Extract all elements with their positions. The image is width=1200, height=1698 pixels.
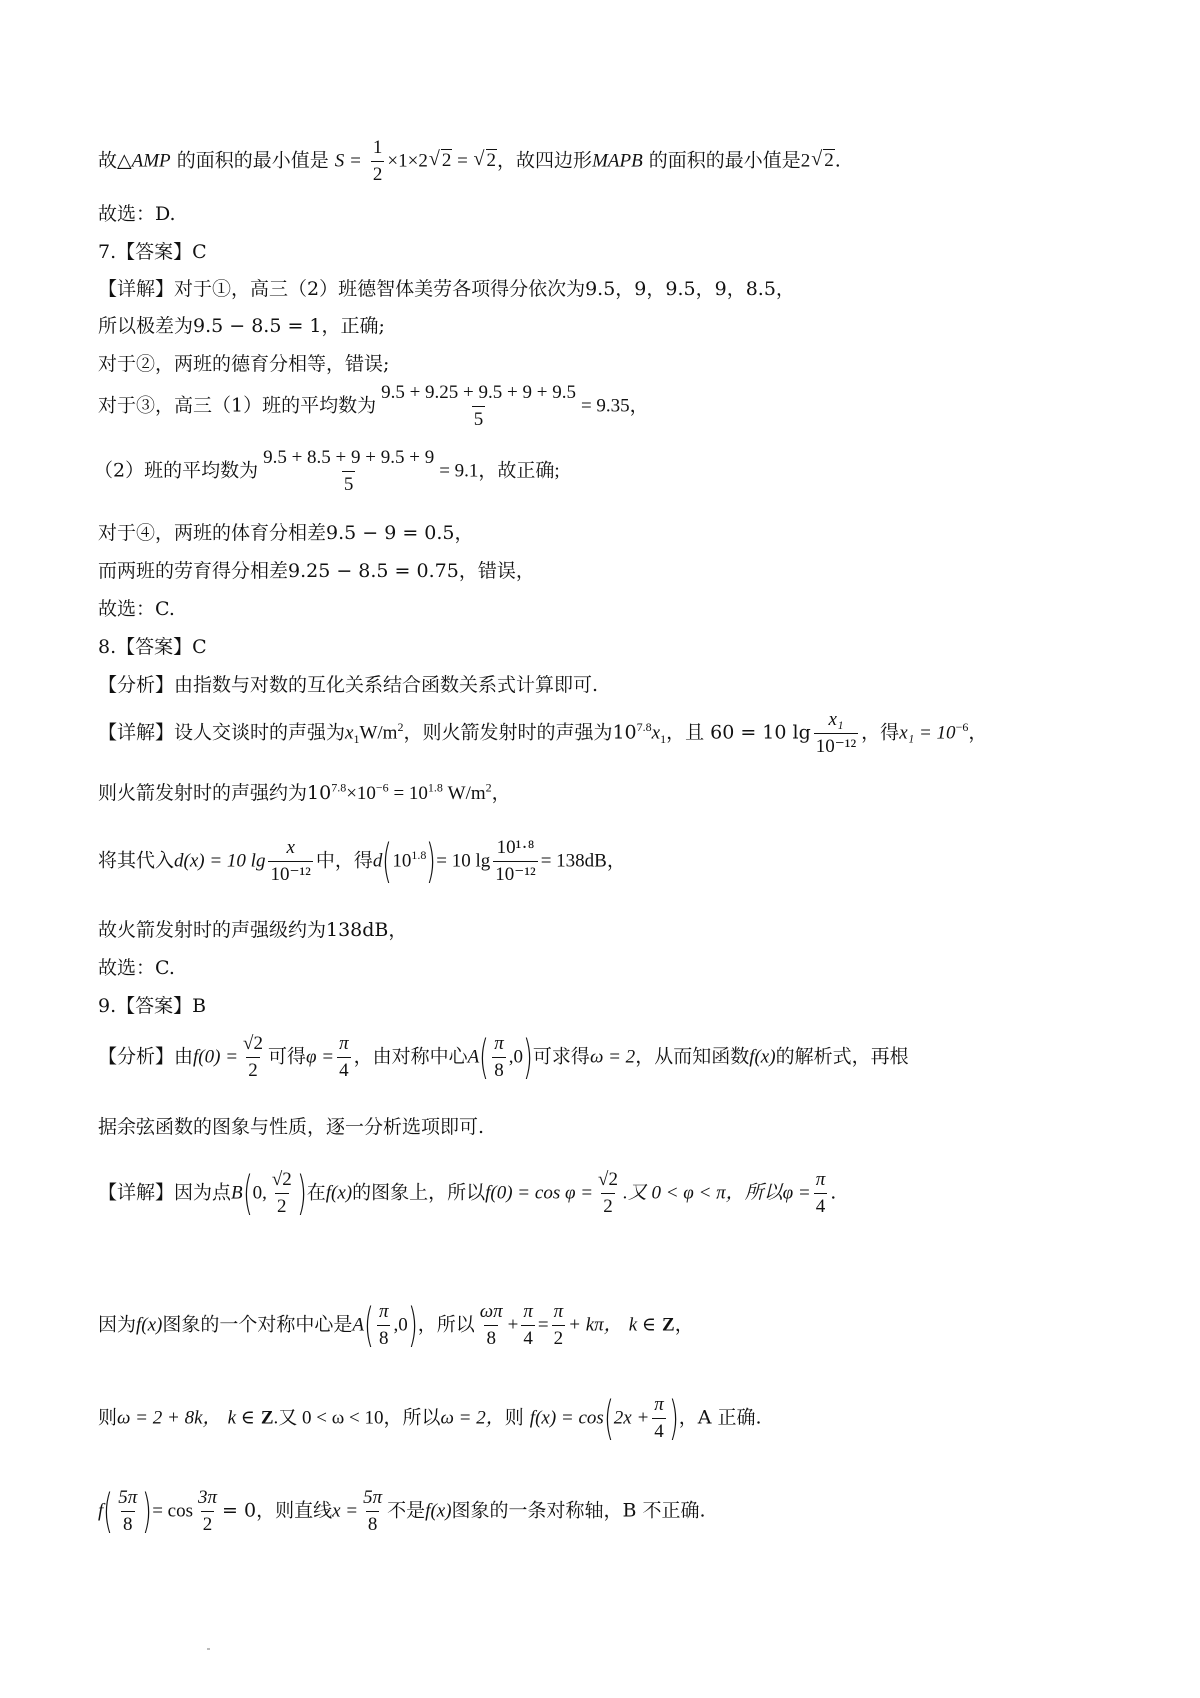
math-set: Z xyxy=(662,1314,675,1336)
math-expr: f(x) = cos xyxy=(529,1407,604,1429)
radicand: 2 xyxy=(824,150,834,172)
math-expr: .又 0 < φ < π，所以 xyxy=(622,1182,783,1204)
text: 图象的一个对称中心是 xyxy=(162,1313,353,1336)
math-expr: ω = 2 xyxy=(589,1046,636,1068)
text: ， xyxy=(968,721,988,744)
math-expr: f(x) xyxy=(136,1314,163,1336)
math-expr: x = xyxy=(332,1500,359,1522)
math-expr: 2x + xyxy=(613,1407,650,1429)
text: 的解析式，再根 xyxy=(775,1045,909,1068)
denominator: 10⁻¹² xyxy=(814,733,858,757)
math-expr: f(0) = xyxy=(193,1046,239,1068)
left-paren: ( xyxy=(479,1030,490,1085)
text: 在 xyxy=(306,1181,326,1204)
text: = 0，则直线 xyxy=(222,1499,333,1522)
denominator: 8 xyxy=(121,1511,135,1535)
line-symmetry-center xyxy=(98,1298,694,1353)
line-choice-c-2: 故选：C. xyxy=(98,957,175,979)
line-detail-7: 【详解】对于①，高三（2）班德智体美劳各项得分依次为9.5，9，9.5，9，8.5， xyxy=(98,278,795,300)
math-expr: ,0 xyxy=(393,1314,408,1336)
text: ，则火箭发射时的声强为10 xyxy=(403,721,637,744)
page-mark xyxy=(207,1648,210,1650)
text: 可得 xyxy=(267,1045,306,1068)
text: 【详解】因为点 xyxy=(98,1181,232,1204)
text: 则 xyxy=(98,1406,118,1429)
math-expr: = 10 xyxy=(388,783,428,804)
math-set: Z xyxy=(260,1407,274,1429)
math-var: f xyxy=(98,1500,104,1522)
fraction xyxy=(552,1302,566,1349)
fraction xyxy=(268,838,312,885)
text: ， xyxy=(491,782,511,804)
left-paren: ( xyxy=(242,1166,253,1221)
denominator: 5 xyxy=(472,406,486,430)
numerator: 9.5 + 9.25 + 9.5 + 9 + 9.5 xyxy=(381,382,576,403)
denominator: 2 xyxy=(371,161,385,185)
denominator: 8 xyxy=(484,1325,498,1349)
text: ， xyxy=(674,1313,694,1336)
denominator: 4 xyxy=(337,1057,351,1081)
text: ，由对称中心 xyxy=(353,1045,468,1068)
numerator: π xyxy=(378,1301,389,1322)
denominator: 2 xyxy=(246,1057,260,1081)
fraction xyxy=(371,138,385,185)
math-var: x xyxy=(651,722,661,744)
line-detail-9 xyxy=(98,1166,837,1221)
denominator: 4 xyxy=(814,1193,828,1217)
math-var: MAPB xyxy=(592,150,643,172)
fraction xyxy=(521,1302,535,1349)
numerator: ωπ xyxy=(479,1301,503,1322)
denominator: 8 xyxy=(377,1325,391,1349)
text: 【分析】由 xyxy=(98,1045,194,1068)
math-expr: f(0) = cos φ = xyxy=(485,1182,594,1204)
math-expr: k ∈ xyxy=(628,1314,656,1336)
superscript: −6 xyxy=(375,780,389,795)
text: ，所以 xyxy=(417,1313,475,1336)
text: 的面积的最小值是 xyxy=(642,149,801,172)
text: 对于③，高三（1）班的平均数为 xyxy=(98,394,377,417)
text: 则 xyxy=(504,1406,524,1429)
line-mean-2 xyxy=(94,448,560,495)
subscript: 1 xyxy=(353,732,360,747)
text: . xyxy=(834,149,841,172)
superscript: −6 xyxy=(955,720,969,735)
left-paren: ( xyxy=(382,834,393,889)
denominator: 4 xyxy=(652,1418,666,1442)
math-expr: + xyxy=(507,1314,519,1336)
denominator: 5 xyxy=(342,471,356,495)
numerator: 3π xyxy=(198,1487,218,1508)
left-paren: ( xyxy=(364,1298,374,1353)
denominator: 10⁻¹² xyxy=(493,861,537,885)
line-mean-1 xyxy=(98,383,649,430)
denominator: 2 xyxy=(552,1325,566,1349)
fraction xyxy=(337,1034,351,1081)
math-expr: ×10 xyxy=(346,783,376,804)
math-var: x xyxy=(345,722,354,744)
math-expr: + kπ， xyxy=(568,1314,623,1336)
right-paren: ) xyxy=(296,1166,307,1221)
math-expr: f(x) xyxy=(749,1046,776,1068)
radicand: 2 xyxy=(441,150,452,172)
math-expr: f(x) xyxy=(425,1500,452,1522)
numerator: √2 xyxy=(271,1169,292,1190)
math-unit: W/m xyxy=(442,783,486,804)
line-choice-c: 故选：C. xyxy=(98,598,175,620)
denominator: 4 xyxy=(521,1325,535,1349)
sqrt-symbol xyxy=(429,151,453,170)
math-var: d xyxy=(372,850,383,872)
text: ，A 正确. xyxy=(678,1406,762,1429)
text: 的面积的最小值是 xyxy=(170,149,329,172)
fraction xyxy=(241,1034,265,1081)
right-paren: ) xyxy=(426,834,437,889)
right-paren: ) xyxy=(523,1030,533,1085)
superscript: 7.8 xyxy=(636,720,652,735)
numerator: 9.5 + 8.5 + 9 + 9.5 + 9 xyxy=(263,447,435,468)
denominator: 10⁻¹² xyxy=(268,861,312,885)
line-analysis-9 xyxy=(98,1030,909,1085)
text: 将其代入 xyxy=(98,849,175,872)
fraction xyxy=(596,1170,620,1217)
right-paren: ) xyxy=(668,1391,679,1446)
math-expr: 10 xyxy=(392,850,412,872)
numerator: 10¹·⁸ xyxy=(496,837,535,858)
math-expr: ω = 2 + 8k， xyxy=(117,1407,222,1429)
text: （2）班的平均数为 xyxy=(94,459,259,482)
fraction xyxy=(652,1395,666,1442)
numerator: π xyxy=(815,1169,826,1190)
fraction xyxy=(196,1488,219,1535)
fraction xyxy=(379,383,578,430)
text: 图象的一条对称轴，B 不正确. xyxy=(451,1499,706,1522)
math-expr: φ = xyxy=(305,1046,335,1068)
math-expr: = 9.1，故正确; xyxy=(439,460,560,482)
fraction xyxy=(377,1302,391,1349)
numerator: 5π xyxy=(118,1487,138,1508)
math-expr: ,0 xyxy=(508,1046,523,1068)
numerator: x₁ xyxy=(828,709,844,730)
superscript: 2 xyxy=(485,780,492,795)
right-paren: ) xyxy=(407,1298,418,1353)
text: ，且 60 = 10 lg xyxy=(666,721,811,744)
numerator: x xyxy=(286,837,295,858)
math-expr: f(x) xyxy=(325,1182,353,1204)
superscript: 1.8 xyxy=(427,780,443,795)
sqrt-symbol xyxy=(811,151,835,170)
math-var: A xyxy=(467,1046,480,1068)
text: 中，得 xyxy=(315,849,373,872)
line-item-2: 对于②，两班的德育分相等，错误; xyxy=(98,353,390,375)
line-substitute xyxy=(98,834,626,889)
fraction xyxy=(361,1488,384,1535)
left-paren: ( xyxy=(103,1484,114,1539)
numerator: √2 xyxy=(243,1033,263,1054)
denominator: 8 xyxy=(492,1057,506,1081)
numerator: √2 xyxy=(598,1169,618,1190)
fraction xyxy=(814,1170,828,1217)
numerator: 1 xyxy=(372,137,383,158)
fraction xyxy=(270,1170,294,1217)
numerator: π xyxy=(523,1301,533,1322)
line-choice-d: 故选：D. xyxy=(98,203,176,225)
superscript: 2 xyxy=(397,720,404,735)
line-axis-check xyxy=(98,1484,706,1539)
numerator: π xyxy=(654,1394,664,1415)
numerator: π xyxy=(339,1033,349,1054)
text: . xyxy=(830,1181,837,1204)
superscript: 1.8 xyxy=(411,848,427,863)
line-rocket-intensity xyxy=(98,780,511,804)
math-var: A xyxy=(352,1314,365,1336)
line-item-4: 对于④，两班的体育分相差9.5 − 9 = 0.5， xyxy=(98,522,474,544)
line-min-area xyxy=(98,138,841,185)
numerator: π xyxy=(553,1301,564,1322)
fraction xyxy=(478,1302,505,1349)
math-expr: x₁ = 10 xyxy=(899,722,956,744)
math-var: AMP xyxy=(131,150,171,172)
fraction xyxy=(116,1488,139,1535)
line-answer-7: 7.【答案】C xyxy=(98,241,207,263)
math-expr: d(x) = 10 lg xyxy=(174,850,266,872)
sqrt-symbol xyxy=(474,151,498,170)
fraction xyxy=(261,448,436,495)
text: 不是 xyxy=(387,1499,426,1522)
math-expr: = 9.35， xyxy=(580,395,649,417)
fraction xyxy=(814,710,858,757)
left-paren: ( xyxy=(603,1391,614,1446)
fraction xyxy=(492,1034,506,1081)
text: 故△ xyxy=(98,149,132,172)
text: 可求得 xyxy=(532,1045,590,1068)
math-expr: .又 0 < ω < 10，所以 xyxy=(273,1407,441,1429)
math-expr: k ∈ xyxy=(227,1407,255,1429)
math-expr: = 138dB， xyxy=(540,850,626,872)
line-answer-8: 8.【答案】C xyxy=(98,636,207,658)
math-expr: = xyxy=(537,1314,549,1336)
denominator: 8 xyxy=(366,1511,380,1535)
line-labor: 而两班的劳育得分相差9.25 − 8.5 = 0.75，错误， xyxy=(98,560,535,582)
line-answer-9: 9.【答案】B xyxy=(98,995,207,1017)
line-rocket-level: 故火箭发射时的声强级约为138dB， xyxy=(98,919,408,941)
denominator: 2 xyxy=(201,1511,215,1535)
math-unit: W/m xyxy=(359,722,398,744)
math-expr: ×1×2 xyxy=(387,150,428,172)
line-detail-8: 【详解】设人交谈时的声强为$x_1W/m^2$，则火箭发射时的声强为$10^{7.8}x_1$，且 60 = 10 lg $\frac{\text{x₁}}{\text{10⁻¹²}}$ ，得$x_1 = 10^{-6}$， xyxy=(98,709,988,757)
radicand: 2 xyxy=(486,150,497,172)
text: 因为 xyxy=(98,1313,137,1336)
text: 的图象上，所以 xyxy=(352,1181,486,1204)
line-analysis-9-cont: 据余弦函数的图象与性质，逐一分析选项即可. xyxy=(98,1116,485,1138)
text: 【详解】设人交谈时的声强为 xyxy=(98,721,346,744)
superscript: 7.8 xyxy=(331,780,347,795)
denominator: 2 xyxy=(275,1193,289,1217)
text: ，得 xyxy=(861,721,900,744)
math-expr: = 10 lg xyxy=(436,850,491,872)
math-expr: S = xyxy=(334,150,362,172)
math-var: B xyxy=(231,1182,243,1204)
fraction xyxy=(493,838,537,885)
math-expr: 2 xyxy=(800,150,811,172)
math-expr: = cos xyxy=(152,1500,194,1522)
math-expr: φ = xyxy=(782,1182,811,1204)
math-expr: = xyxy=(452,150,473,172)
math-expr: ω = 2， xyxy=(440,1407,505,1429)
text: ，从而知函数 xyxy=(635,1045,750,1068)
text: ，故四边形 xyxy=(497,149,593,172)
line-analysis-8: 【分析】由指数与对数的互化关系结合函数关系式计算即可. xyxy=(98,674,599,696)
denominator: 2 xyxy=(601,1193,615,1217)
numerator: 5π xyxy=(363,1487,383,1508)
text: 则火箭发射时的声强约为10 xyxy=(98,782,332,804)
numerator: π xyxy=(494,1033,504,1054)
math-expr: 0, xyxy=(252,1182,267,1204)
line-omega xyxy=(98,1391,762,1446)
right-paren: ) xyxy=(142,1484,153,1539)
line-range: 所以极差为9.5 − 8.5 = 1，正确; xyxy=(98,315,385,337)
